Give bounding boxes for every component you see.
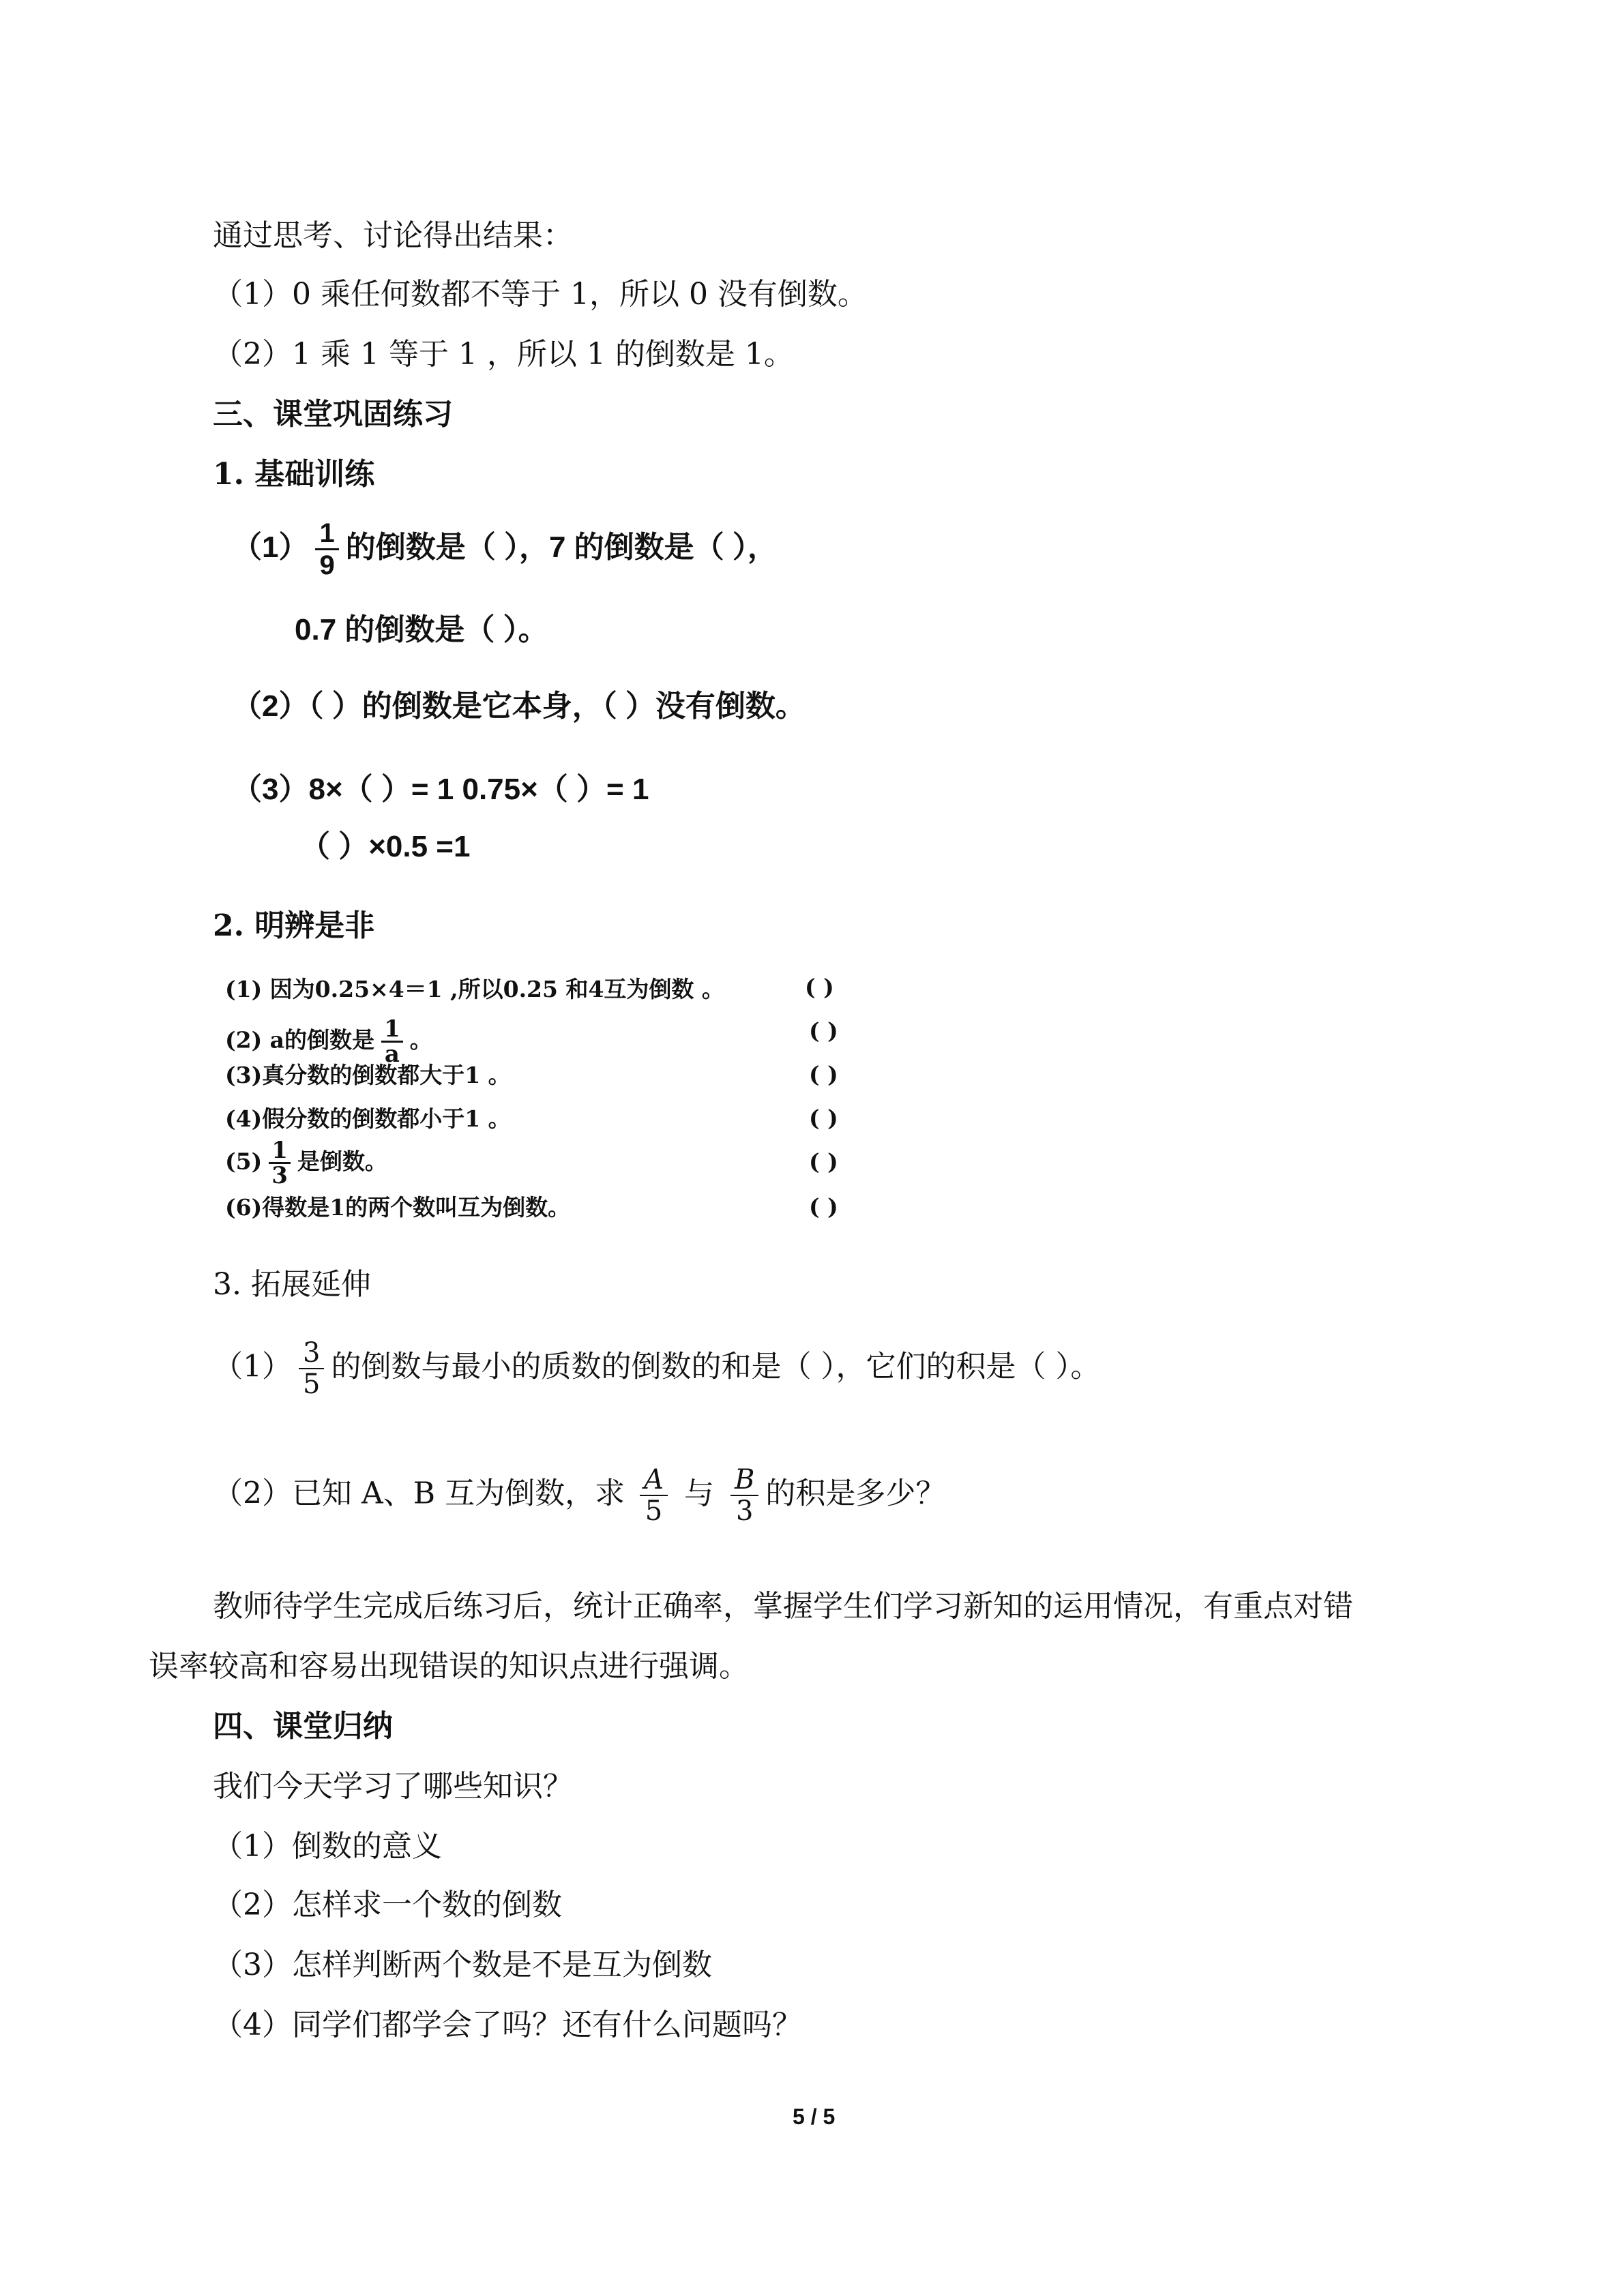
fraction-denominator: a [384, 1041, 400, 1068]
basic-question-1-line-2: 0.7 的倒数是（ ）。 [295, 613, 548, 646]
summary-item-4: （4）同学们都学会了吗？还有什么问题吗？ [213, 2008, 802, 2042]
basic-question-3-line-2: （ ）×0.5 =1 [300, 830, 471, 863]
summary-item-3: （3）怎样判断两个数是不是互为倒数 [213, 1948, 712, 1982]
fraction-numerator: 1 [315, 518, 338, 550]
judge-item-2 [225, 1017, 432, 1066]
judge-item-3: (3)真分数的倒数都大于1 。 [225, 1062, 511, 1088]
judge-item-6: (6)得数是1的两个数叫互为倒数。 [225, 1194, 571, 1221]
fraction-three-fifths [299, 1338, 324, 1399]
basic-question-1 [232, 518, 778, 580]
fraction-denominator: 5 [645, 1495, 663, 1527]
basic-q1-prefix: （1） [232, 531, 309, 565]
basic-question-3-line-1: （3）8×（ ）= 1 0.75×（ ）= 1 [232, 773, 649, 806]
judge-item-5-text: (5) [225, 1148, 263, 1175]
section-4-title: 四、课堂归纳 [213, 1709, 393, 1744]
fraction-denominator: 9 [319, 550, 335, 580]
summary-question: 我们今天学习了哪些知识？ [213, 1769, 573, 1804]
basic-q1-text: 的倒数是（ ），7 的倒数是（ ）， [345, 531, 778, 565]
page-number: 5 / 5 [793, 2104, 836, 2129]
judge-item-5 [225, 1139, 387, 1187]
extension-question-1 [213, 1338, 1100, 1399]
judge-answer-2: ( ) [809, 1017, 838, 1044]
fraction-denominator: 3 [271, 1162, 288, 1189]
judge-answer-6: ( ) [809, 1193, 838, 1220]
fraction-numerator: 1 [269, 1139, 291, 1164]
conclusion-line: 通过思考、讨论得出结果： [213, 218, 573, 253]
fraction-numerator: 1 [381, 1017, 403, 1043]
judge-answer-5: ( ) [809, 1148, 838, 1175]
judge-item-1: (1) 因为0.25×4＝1 ,所以0.25 和4互为倒数 。 [225, 976, 724, 1002]
fraction-one-ninth [315, 518, 338, 580]
basic-question-2: （2）（ ）的倒数是它本身，（ ）没有倒数。 [232, 689, 806, 723]
teacher-note-line-2: 误率较高和容易出现错误的知识点进行强调。 [149, 1649, 749, 1684]
part-3-title: 3. 拓展延伸 [213, 1267, 371, 1302]
extension-q2-and: 与 [683, 1476, 714, 1511]
judge-item-4: (4)假分数的倒数都小于1 。 [225, 1105, 511, 1132]
judge-answer-1: ( ) [805, 974, 834, 1000]
part-2-title: 2. 明辨是非 [213, 908, 375, 943]
summary-item-1: （1）倒数的意义 [213, 1829, 442, 1864]
section-3-title: 三、课堂巩固练习 [213, 397, 453, 432]
judge-answer-3: ( ) [809, 1061, 838, 1088]
fraction-one-over-a [381, 1017, 403, 1066]
fraction-denominator: 5 [303, 1369, 321, 1400]
fraction-numerator: A [640, 1465, 668, 1496]
fraction-a-over-5 [640, 1465, 668, 1526]
part-1-title: 1. 基础训练 [213, 457, 375, 492]
fraction-numerator: 3 [299, 1338, 324, 1369]
judge-answer-4: ( ) [809, 1105, 838, 1131]
teacher-note-line-1: 教师待学生完成后练习后，统计正确率，掌握学生们学习新知的运用情况，有重点对错 [213, 1589, 1353, 1624]
extension-q1-prefix: （1） [213, 1349, 292, 1384]
extension-q1-text: 的倒数与最小的质数的倒数的和是（ ），它们的积是（ ）。 [331, 1349, 1101, 1384]
conclusion-point-2: （2）1 乘 1 等于 1 ，所以 1 的倒数是 1。 [213, 337, 794, 372]
summary-item-2: （2）怎样求一个数的倒数 [213, 1888, 562, 1922]
extension-question-2 [213, 1465, 945, 1526]
judge-item-2-end: 。 [409, 1026, 432, 1054]
fraction-numerator: B [730, 1465, 758, 1496]
conclusion-point-1: （1）0 乘任何数都不等于 1，所以 0 没有倒数。 [213, 277, 868, 312]
fraction-b-over-3 [730, 1465, 758, 1526]
judge-item-2-text: (2) a的倒数是 [225, 1026, 375, 1054]
fraction-denominator: 3 [735, 1495, 754, 1527]
fraction-one-third [269, 1139, 291, 1187]
extension-q2-suffix: 的积是多少？ [765, 1476, 946, 1511]
extension-q2-prefix: （2）已知 A、B 互为倒数，求 [213, 1476, 625, 1511]
judge-item-5-end: 是倒数。 [297, 1148, 387, 1175]
